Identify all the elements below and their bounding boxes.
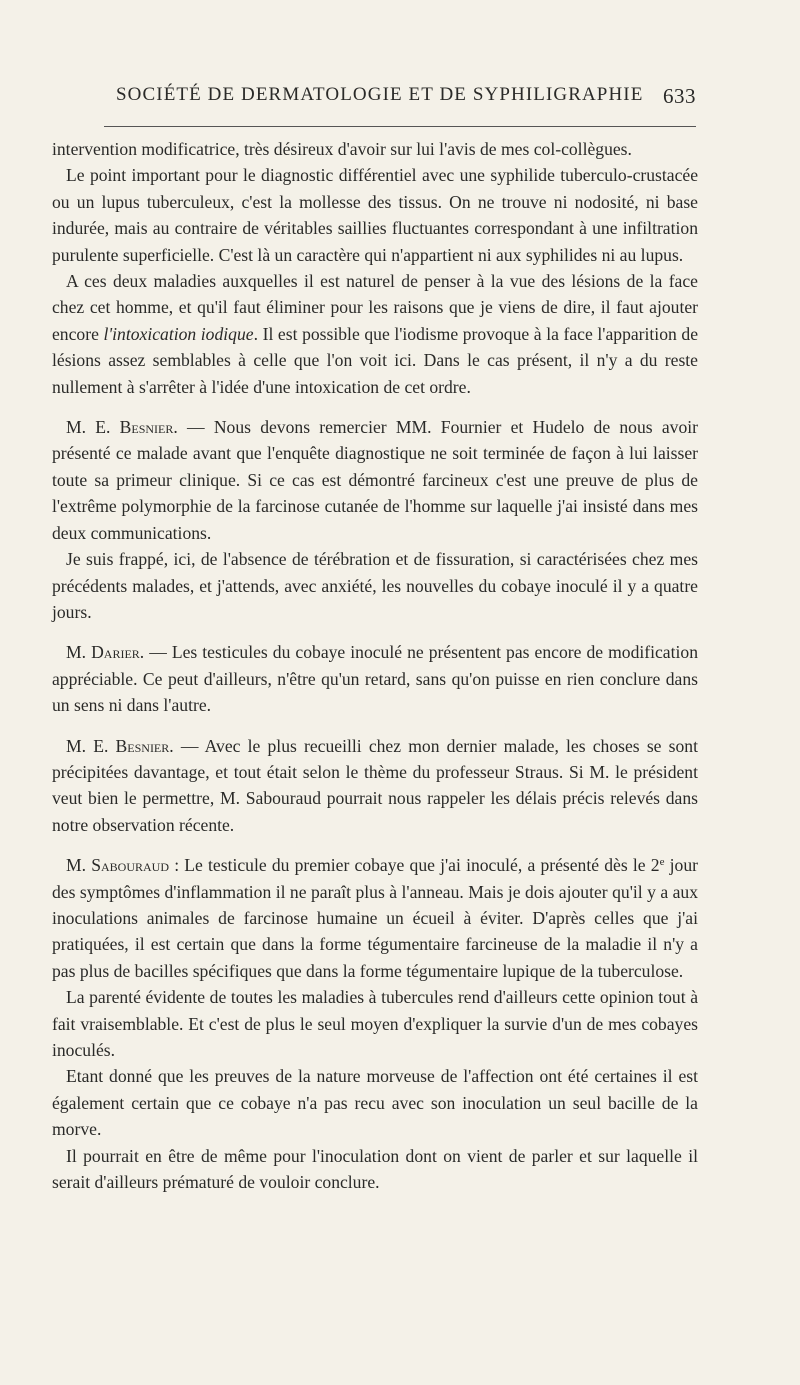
paragraph-11: Il pourrait en être de même pour l'inoculation dont on vient de parler et sur laquelle il serait d'ailleurs prématuré de vouloir conclure. bbox=[52, 1145, 698, 1193]
paragraph-4 bbox=[52, 414, 698, 546]
running-title: SOCIÉTÉ DE DERMATOLOGIE ET DE SYPHILIGRAPHIE bbox=[116, 84, 644, 105]
running-header bbox=[116, 84, 696, 114]
paragraph-3 bbox=[52, 268, 698, 400]
speaker-besnier: M. E. Besnier. bbox=[66, 417, 178, 438]
paragraph-7 bbox=[52, 733, 698, 839]
paragraph-1: intervention modificatrice, très désireux d'avoir sur lui l'avis de mes col-collègues. bbox=[52, 139, 632, 159]
paragraph-8-text-a: : Le testicule du premier cobaye que j'ai inoculé, a présenté dès le 2 bbox=[169, 855, 660, 876]
paragraph-8-text-b: jour des symptômes d'inflammation il ne paraît plus à l'anneau. Mais je dois ajouter qu'il y a aux inoculations animales de farcinose humaine un écueil à éviter. D'après celles que j'ai pratiquées, il est certain que dans la forme tégumentaire farcineuse de la maladie il n'y a pas plus de bacilles spécifiques que dans la forme tégumentaire lupique de la tuberculose. bbox=[52, 855, 698, 981]
paragraph-6 bbox=[52, 639, 698, 718]
body-text bbox=[52, 136, 698, 1195]
paragraph-6-text: — Les testicules du cobaye inoculé ne présentent pas encore de modification appréciable. Ce peut d'ailleurs, n'être qu'un retard, sans qu'on puisse en rien conclure dans un sens ni dans l'autre. bbox=[52, 642, 698, 716]
paragraph-8 bbox=[52, 852, 698, 984]
speaker-sabouraud: M. Sabouraud bbox=[66, 855, 170, 876]
paragraph-10: Etant donné que les preuves de la nature morveuse de l'affection ont été certaines il est également certain que ce cobaye n'a pas recu avec son inoculation un seul bacille de la morve. bbox=[52, 1066, 698, 1140]
paragraph-8-superscript: e bbox=[659, 856, 665, 869]
speaker-darier: M. Darier. bbox=[66, 642, 145, 663]
paragraph-2: Le point important pour le diagnostic différentiel avec une syphilide tuberculo-crustacée ou un lupus tuberculeux, c'est la mollesse des tissus. On ne trouve ni nodosité, ni base indurée, mais au contraire de véritables saillies fluctuantes correspondant à une infiltration purulente superficielle. C'est là un caractère qui n'appartient ni aux syphilides ni au lupus. bbox=[52, 165, 698, 265]
paragraph-9: La parenté évidente de toutes les maladies à tubercules rend d'ailleurs cette opinion tout à fait vraisemblable. Et c'est de plus le seul moyen d'expliquer la survie d'un de mes cobayes inoculés. bbox=[52, 987, 698, 1060]
paragraph-3-italic: l'intoxication iodique bbox=[103, 323, 254, 344]
page-number: 633 bbox=[663, 84, 696, 108]
header-rule bbox=[104, 126, 696, 127]
speaker-besnier-2: M. E. Besnier. bbox=[66, 735, 174, 756]
paragraph-5: Je suis frappé, ici, de l'absence de térébration et de fissuration, si caractérisées chez mes précédents malades, et j'attends, avec anxiété, les nouvelles du cobaye inoculé il y a quatre jours. bbox=[52, 549, 698, 622]
paragraph-3-text-a: A ces deux maladies auxquelles il est naturel de penser à la vue des lésions de la face chez cet homme, et qu'il faut éliminer pour les raisons que je viens de dire, il faut ajouter encore bbox=[52, 271, 698, 344]
paragraph-3-text-b: . Il est possible que l'iodisme provoque à la face l'apparition de lésions assez semblables à celle que l'on voit ici. Dans le cas présent, il n'y a du reste nullement à s'arrêter à l'idée d'une intoxication de cet ordre. bbox=[52, 323, 698, 397]
paragraph-7-text: — Avec le plus recueilli chez mon dernier malade, les choses se sont précipitées davantage, et tout était selon le thème du professeur Straus. Si M. le président veut bien le permettre, M. Sabouraud pourrait nous rappeler les délais précis relevés dans notre observation récente. bbox=[52, 735, 698, 835]
paragraph-4-text: — Nous devons remercier MM. Fournier et Hudelo de nous avoir présenté ce malade avant que l'enquête diagnostique ne soit terminée de façon à lui laisser toute sa primeur clinique. Si ce cas est démontré farcineux c'est une preuve de plus de l'extrême polymorphie de la farcinose cutanée de l'homme sur laquelle j'ai insisté dans mes deux communications. bbox=[52, 417, 698, 543]
